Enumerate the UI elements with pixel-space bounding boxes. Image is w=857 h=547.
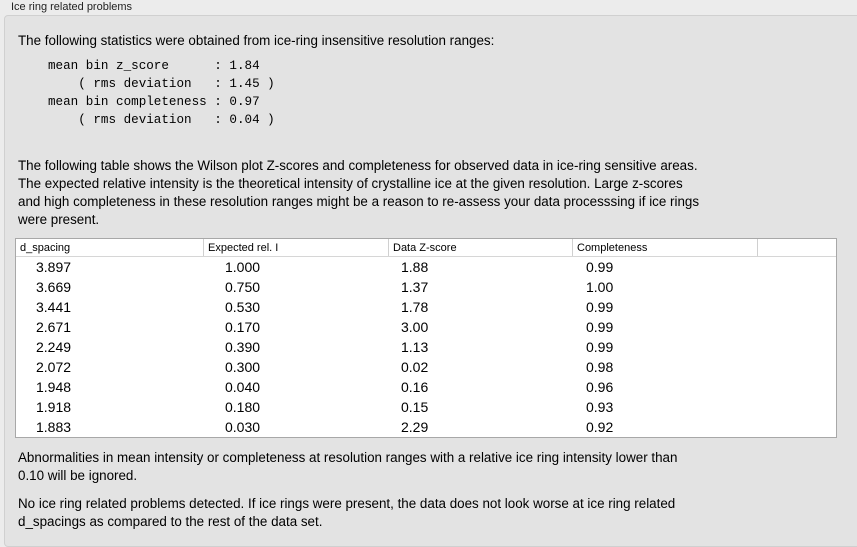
description-line: The following table shows the Wilson plot Z-scores and completeness for observed data in ice-ring sensitive areas.: [18, 158, 698, 173]
table-cell-expected-rel-i: 0.180: [225, 399, 261, 415]
table-cell-data-z-score: 0.02: [401, 359, 429, 375]
table-cell-expected-rel-i: 1.000: [225, 259, 261, 275]
table-cell-data-z-score: 2.29: [401, 419, 429, 435]
stat-label: ( rms deviation: [48, 77, 215, 91]
description-line: and high completeness in these resolution ranges might be a reason to re-assess your data processsing if ice rings: [18, 194, 700, 209]
table-cell-d-spacing: 2.249: [36, 339, 72, 355]
stat-line: ( rms deviation : 0.04 ): [48, 113, 275, 127]
table-cell-expected-rel-i: 0.300: [225, 359, 261, 375]
table-row[interactable]: [16, 417, 836, 437]
table-cell-data-z-score: 1.88: [401, 259, 429, 275]
table-cell-completeness: 0.93: [586, 399, 614, 415]
table-cell-expected-rel-i: 0.170: [225, 319, 261, 335]
stat-value: 0.97: [229, 95, 260, 109]
table-cell-expected-rel-i: 0.040: [225, 379, 261, 395]
table-row[interactable]: [16, 297, 836, 317]
stat-line: ( rms deviation : 1.45 ): [48, 77, 275, 91]
table-row[interactable]: [16, 377, 836, 397]
column-header-data-z-score[interactable]: Data Z-score: [389, 239, 573, 256]
table-cell-data-z-score: 1.37: [401, 279, 429, 295]
table-cell-data-z-score: 0.16: [401, 379, 429, 395]
stats-block: [48, 57, 275, 129]
table-cell-d-spacing: 2.072: [36, 359, 72, 375]
table-cell-data-z-score: 3.00: [401, 319, 429, 335]
table-row[interactable]: [16, 397, 836, 417]
table-cell-completeness: 0.99: [586, 339, 614, 355]
conclusion-text: [18, 495, 675, 531]
stat-label: mean bin completeness: [48, 95, 215, 109]
table-cell-data-z-score: 1.13: [401, 339, 429, 355]
table-body: [16, 257, 836, 437]
group-title: Ice ring related problems: [11, 1, 133, 13]
table-cell-d-spacing: 1.918: [36, 399, 72, 415]
table-description: [18, 157, 699, 229]
table-cell-completeness: 0.99: [586, 299, 614, 315]
table-row[interactable]: [16, 257, 836, 277]
stat-value: 0.04 ): [229, 113, 275, 127]
table-cell-expected-rel-i: 0.750: [225, 279, 261, 295]
table-cell-data-z-score: 0.15: [401, 399, 429, 415]
table-cell-d-spacing: 3.441: [36, 299, 72, 315]
stat-line: mean bin completeness : 0.97: [48, 95, 260, 109]
table-cell-d-spacing: 3.897: [36, 259, 72, 275]
ice-ring-table[interactable]: [15, 238, 837, 438]
table-cell-completeness: 0.99: [586, 319, 614, 335]
intro-text: The following statistics were obtained from ice-ring insensitive resolution ranges:: [18, 33, 495, 48]
stat-label: ( rms deviation: [48, 113, 215, 127]
table-cell-d-spacing: 1.948: [36, 379, 72, 395]
table-row[interactable]: [16, 317, 836, 337]
note-line: 0.10 will be ignored.: [18, 468, 138, 483]
table-cell-d-spacing: 2.671: [36, 319, 72, 335]
stat-value: 1.84: [229, 59, 260, 73]
table-cell-completeness: 1.00: [586, 279, 614, 295]
table-cell-completeness: 0.98: [586, 359, 614, 375]
table-cell-expected-rel-i: 0.530: [225, 299, 261, 315]
stat-value: 1.45 ): [229, 77, 275, 91]
description-line: were present.: [18, 212, 100, 227]
stat-label: mean bin z_score: [48, 59, 215, 73]
table-cell-completeness: 0.99: [586, 259, 614, 275]
conclusion-line: No ice ring related problems detected. If ice rings were present, the data does not look worse at ice ring related: [18, 496, 676, 511]
column-header-d-spacing[interactable]: d_spacing: [16, 239, 204, 256]
table-cell-expected-rel-i: 0.390: [225, 339, 261, 355]
table-header: [16, 239, 836, 257]
table-cell-expected-rel-i: 0.030: [225, 419, 261, 435]
table-cell-d-spacing: 1.883: [36, 419, 72, 435]
description-line: The expected relative intensity is the theoretical intensity of crystalline ice at the given resolution. Large z-scores: [18, 176, 683, 191]
note-line: Abnormalities in mean intensity or completeness at resolution ranges with a relative ice ring intensity lower than: [18, 450, 678, 465]
table-row[interactable]: [16, 357, 836, 377]
table-cell-completeness: 0.92: [586, 419, 614, 435]
column-header-completeness[interactable]: Completeness: [573, 239, 758, 256]
table-row[interactable]: [16, 337, 836, 357]
note-text: [18, 449, 677, 485]
table-cell-data-z-score: 1.78: [401, 299, 429, 315]
table-row[interactable]: [16, 277, 836, 297]
column-header-expected-rel-i[interactable]: Expected rel. I: [204, 239, 389, 256]
conclusion-line: d_spacings as compared to the rest of the data set.: [18, 514, 323, 529]
table-cell-d-spacing: 3.669: [36, 279, 72, 295]
stat-line: mean bin z_score : 1.84: [48, 59, 260, 73]
table-cell-completeness: 0.96: [586, 379, 614, 395]
